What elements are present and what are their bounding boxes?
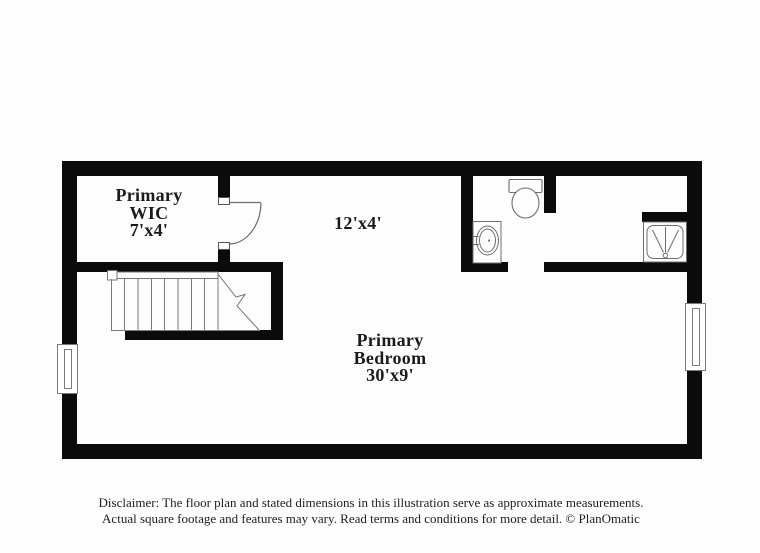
- window-right-icon: [685, 303, 706, 371]
- door-jamb-bottom: [218, 242, 230, 250]
- hallway-dimensions-label: [318, 215, 398, 233]
- toilet-icon: [509, 180, 542, 219]
- wic-label: [88, 187, 210, 240]
- window-right-pane: [692, 308, 700, 366]
- sink-icon: [473, 222, 501, 264]
- door-jamb-top: [218, 197, 230, 205]
- bedroom-dimensions: 30'x9': [366, 365, 414, 385]
- bedroom-label: [325, 332, 455, 385]
- staircase-icon: [108, 271, 261, 331]
- window-left-icon: [57, 344, 78, 394]
- hallway-dimensions: 12'x4': [334, 213, 382, 233]
- shower-icon: [644, 222, 687, 262]
- wic-name-line1: Primary: [115, 185, 183, 205]
- window-left-pane: [64, 349, 72, 389]
- bedroom-name-line2: Bedroom: [353, 347, 427, 368]
- disclaimer-line1: Disclaimer: The floor plan and stated dimensions in this illustration serve as approximate measurements.: [98, 495, 644, 510]
- disclaimer-line2: Actual square footage and features may vary. Read terms and conditions for more detail. © PlanOmatic: [102, 510, 640, 526]
- wic-name-line2: WIC: [129, 202, 169, 223]
- disclaimer: [0, 495, 742, 526]
- wic-dimensions: 7'x4': [129, 220, 169, 240]
- bedroom-name-line1: Primary: [356, 330, 424, 350]
- door-swing-icon: [229, 203, 261, 245]
